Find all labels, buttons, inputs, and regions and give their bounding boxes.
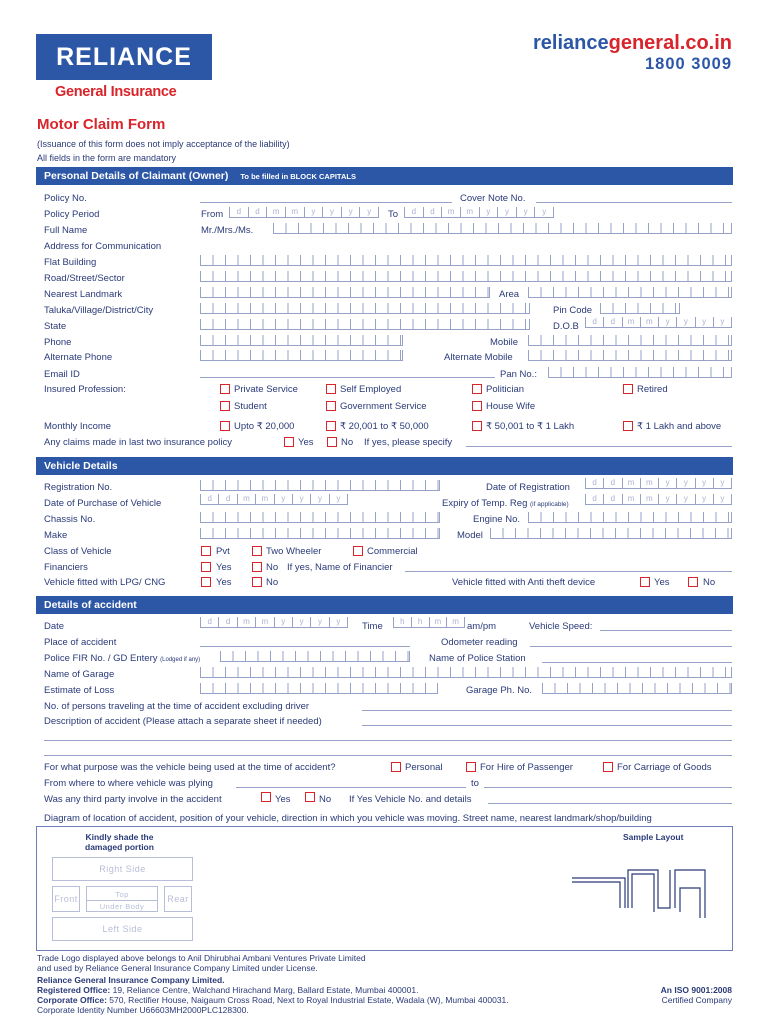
date-placeholder: y	[360, 207, 379, 217]
date-placeholder: y	[323, 207, 342, 217]
note-liability: (Issuance of this form does not imply acceptance of the liability)	[37, 139, 290, 149]
field-engine[interactable]	[528, 512, 732, 523]
field-description-3[interactable]	[44, 755, 732, 756]
date-placeholder: d	[586, 494, 604, 504]
section-vehicle-header: Vehicle Details	[36, 457, 733, 475]
label-chassis: Chassis No.	[44, 514, 96, 525]
option-house-wife: House Wife	[486, 401, 536, 412]
field-policy-from[interactable]	[229, 207, 379, 218]
date-placeholder: y	[311, 494, 329, 504]
field-estimate[interactable]	[200, 683, 438, 694]
option-class-two-wheeler: Two Wheeler	[266, 546, 322, 557]
field-alt-phone[interactable]	[200, 350, 403, 361]
label-place: Place of accident	[44, 637, 117, 648]
checkbox-self-employed[interactable]	[326, 384, 336, 394]
date-placeholder: d	[586, 478, 604, 488]
corporate-office	[37, 995, 509, 1005]
label-garage-phone: Garage Ph. No.	[466, 685, 533, 696]
iso-certification: An ISO 9001:2008	[660, 985, 732, 995]
date-placeholder: y	[677, 317, 695, 327]
date-placeholder: m	[641, 478, 659, 488]
field-taluka[interactable]	[200, 303, 530, 314]
field-phone[interactable]	[200, 335, 403, 346]
label-accident-date: Date	[44, 621, 65, 632]
date-placeholder: m	[256, 494, 274, 504]
temp-reg-text: Expiry of Temp. Reg	[442, 498, 528, 509]
option-retired: Retired	[637, 384, 668, 395]
time-placeholder: m	[430, 617, 448, 627]
label-claims: Any claims made in last two insurance policy	[44, 437, 232, 448]
fir-text: Police FIR No. / GD Entery	[44, 653, 158, 664]
field-policy-to[interactable]	[404, 207, 554, 218]
date-placeholder: m	[623, 317, 641, 327]
label-third-party: Was any third party involve in the accident	[44, 794, 222, 805]
field-mobile[interactable]	[528, 335, 732, 346]
date-placeholder: m	[442, 207, 461, 217]
date-placeholder: y	[498, 207, 517, 217]
checkbox-government-service[interactable]	[326, 401, 336, 411]
field-landmark[interactable]	[200, 287, 490, 298]
field-third-party-details[interactable]	[488, 803, 732, 804]
shade-note	[85, 832, 154, 852]
time-placeholder: h	[394, 617, 412, 627]
date-placeholder: y	[696, 317, 714, 327]
label-garage: Name of Garage	[44, 669, 115, 680]
option-student: Student	[234, 401, 267, 412]
label-diagram: Diagram of location of accident, position of your vehicle, direction in which you vehicle was moving. Street name, nearest landmark/shop/building	[44, 813, 652, 824]
date-placeholder: d	[424, 207, 443, 217]
label-flat: Flat Building	[44, 257, 97, 268]
label-registration-no: Registration No.	[44, 482, 113, 493]
checkbox-purpose-goods[interactable]	[603, 762, 613, 772]
checkbox-student[interactable]	[220, 401, 230, 411]
date-placeholder: d	[586, 317, 604, 327]
checkbox-lpg-yes[interactable]	[201, 577, 211, 587]
checkbox-income-1[interactable]	[220, 421, 230, 431]
car-rear[interactable]: Rear	[164, 886, 192, 912]
date-placeholder: y	[330, 494, 348, 504]
field-road[interactable]	[200, 271, 732, 282]
field-persons[interactable]	[362, 710, 732, 711]
date-placeholder: m	[256, 617, 274, 627]
checkbox-anti-theft-yes[interactable]	[640, 577, 650, 587]
field-chassis[interactable]	[200, 512, 440, 523]
date-placeholder: d	[405, 207, 424, 217]
date-placeholder: y	[659, 478, 677, 488]
label-state: State	[44, 321, 67, 332]
registered-office-label: Registered Office:	[37, 985, 111, 995]
website	[533, 32, 732, 55]
checkbox-claims-no[interactable]	[327, 437, 337, 447]
date-placeholder: y	[714, 494, 732, 504]
label-claims-specify: If yes, please specify	[364, 437, 453, 448]
field-odometer[interactable]	[530, 646, 732, 647]
fir-note: (Lodged if any)	[160, 657, 201, 663]
option-financier-yes: Yes	[216, 562, 232, 573]
date-placeholder: d	[201, 617, 219, 627]
note-mandatory: All fields in the form are mandatory	[37, 153, 177, 163]
checkbox-income-3[interactable]	[472, 421, 482, 431]
checkbox-class-two-wheeler[interactable]	[252, 546, 262, 556]
date-placeholder: y	[696, 494, 714, 504]
label-monthly-income: Monthly Income	[44, 421, 112, 432]
field-accident-date[interactable]	[200, 617, 348, 628]
label-am-pm: am/pm	[467, 621, 497, 632]
field-vehicle-speed[interactable]	[600, 630, 732, 631]
option-lpg-no: No	[266, 577, 279, 588]
checkbox-private-service[interactable]	[220, 384, 230, 394]
trade-logo-note-1: Trade Logo displayed above belongs to Anil Dhirubhai Ambani Ventures Private Limited	[37, 953, 366, 963]
date-placeholder: y	[293, 617, 311, 627]
date-placeholder: y	[535, 207, 554, 217]
field-accident-time[interactable]	[393, 617, 465, 628]
option-anti-theft-no: No	[703, 577, 716, 588]
checkbox-income-2[interactable]	[326, 421, 336, 431]
field-email[interactable]	[200, 377, 495, 378]
certified-company: Certified Company	[661, 995, 732, 1005]
date-placeholder: m	[641, 317, 659, 327]
label-policy-no: Policy No.	[44, 193, 87, 204]
label-phone: Phone	[44, 337, 72, 348]
option-private-service: Private Service	[234, 384, 298, 395]
label-mobile: Mobile	[490, 337, 518, 348]
field-pin[interactable]	[600, 303, 680, 314]
date-placeholder: y	[275, 494, 293, 504]
block-capitals-note: To be filled in BLOCK CAPITALS	[240, 172, 356, 181]
label-pan: Pan No.:	[500, 369, 537, 380]
section-personal-header	[36, 167, 733, 185]
date-placeholder: m	[623, 494, 641, 504]
car-under-body: Under Body	[87, 900, 157, 912]
field-temp-reg-expiry[interactable]	[585, 494, 732, 505]
checkbox-financier-no[interactable]	[252, 562, 262, 572]
field-description-1[interactable]	[362, 725, 732, 726]
field-make[interactable]	[200, 528, 440, 539]
checkbox-financier-yes[interactable]	[201, 562, 211, 572]
checkbox-house-wife[interactable]	[472, 401, 482, 411]
label-address: Address for Communication	[44, 241, 162, 252]
car-front[interactable]: Front	[52, 886, 80, 912]
cin-number: Corporate Identity Number U66603MH2000PLC128300.	[37, 1005, 249, 1015]
label-estimate: Estimate of Loss	[44, 685, 115, 696]
label-dob: D.O.B	[553, 321, 579, 332]
field-registration-no[interactable]	[200, 480, 440, 491]
site-part-2: general.co.in	[608, 32, 732, 54]
option-self-employed: Self Employed	[340, 384, 402, 395]
date-placeholder: y	[305, 207, 324, 217]
field-flat[interactable]	[200, 255, 732, 266]
option-claims-yes: Yes	[298, 437, 314, 448]
option-purpose-goods: For Carriage of Goods	[617, 762, 712, 773]
registered-office	[37, 985, 418, 995]
label-engine: Engine No.	[473, 514, 521, 525]
label-vehicle-class: Class of Vehicle	[44, 546, 112, 557]
date-placeholder: d	[219, 617, 237, 627]
field-policy-no[interactable]	[200, 202, 452, 203]
option-financier-no: No	[266, 562, 279, 573]
label-make: Make	[44, 530, 68, 541]
field-model[interactable]	[490, 528, 732, 539]
corporate-office-address: 570, Rectifier House, Naigaum Cross Road, Next to Royal Industrial Estate, Wadala (W), Mumbai 400031.	[109, 995, 509, 1005]
date-placeholder: y	[659, 317, 677, 327]
option-claims-no: No	[341, 437, 354, 448]
checkbox-class-pvt[interactable]	[201, 546, 211, 556]
checkbox-purpose-hire[interactable]	[466, 762, 476, 772]
date-placeholder: y	[480, 207, 499, 217]
label-full-name: Full Name	[44, 225, 88, 236]
temp-reg-note: (if applicable)	[530, 501, 569, 508]
label-registration-date: Date of Registration	[486, 482, 570, 493]
label-description: Description of accident (Please attach a separate sheet if needed)	[44, 716, 322, 727]
option-class-pvt: Pvt	[216, 546, 230, 557]
site-part-1: reliance	[533, 32, 609, 54]
field-dob[interactable]	[585, 317, 732, 328]
label-financiers: Financiers	[44, 562, 88, 573]
date-placeholder: y	[293, 494, 311, 504]
date-placeholder: m	[461, 207, 480, 217]
date-placeholder: d	[604, 478, 622, 488]
option-lpg-yes: Yes	[216, 577, 232, 588]
label-salutation: Mr./Mrs./Ms.	[201, 225, 254, 236]
date-placeholder: y	[342, 207, 361, 217]
option-third-party-yes: Yes	[275, 794, 291, 805]
date-placeholder: y	[659, 494, 677, 504]
date-placeholder: y	[330, 617, 348, 627]
label-area: Area	[499, 289, 520, 300]
car-right-side[interactable]: Right Side	[52, 857, 193, 881]
date-placeholder: d	[219, 494, 237, 504]
option-class-commercial: Commercial	[367, 546, 418, 557]
label-purpose: For what purpose was the vehicle being used at the time of accident?	[44, 762, 336, 773]
field-place[interactable]	[200, 646, 410, 647]
field-cover-note[interactable]	[536, 202, 732, 203]
label-police-station: Name of Police Station	[429, 653, 526, 664]
label-landmark: Nearest Landmark	[44, 289, 123, 300]
label-road: Road/Street/Sector	[44, 273, 125, 284]
date-placeholder: y	[275, 617, 293, 627]
label-temp-reg	[442, 498, 569, 509]
car-left-side[interactable]: Left Side	[52, 917, 193, 941]
label-lpg-cng: Vehicle fitted with LPG/ CNG	[44, 577, 166, 588]
field-description-2[interactable]	[44, 740, 732, 741]
label-taluka: Taluka/Village/District/City	[44, 305, 154, 316]
option-income-1: Upto ₹ 20,000	[234, 421, 295, 432]
shade-note-line-1: Kindly shade the	[85, 832, 154, 842]
field-financier-name[interactable]	[405, 571, 732, 572]
label-from-to: to	[471, 778, 479, 789]
checkbox-lpg-no[interactable]	[252, 577, 262, 587]
date-placeholder: y	[714, 317, 732, 327]
date-placeholder: m	[267, 207, 286, 217]
sample-layout-sketch	[570, 868, 720, 920]
label-vehicle-speed: Vehicle Speed:	[529, 621, 593, 632]
label-alt-phone: Alternate Phone	[44, 352, 113, 363]
helpline-number: 1800 3009	[645, 55, 732, 73]
checkbox-retired[interactable]	[623, 384, 633, 394]
option-income-2: ₹ 20,001 to ₹ 50,000	[340, 421, 429, 432]
date-placeholder: m	[641, 494, 659, 504]
label-policy-period: Policy Period	[44, 209, 100, 220]
field-from-where[interactable]	[236, 787, 466, 788]
label-third-party-details: If Yes Vehicle No. and details	[349, 794, 472, 805]
date-placeholder: y	[677, 478, 695, 488]
car-top-under-body[interactable]	[86, 886, 158, 912]
date-placeholder: y	[517, 207, 536, 217]
label-to: To	[388, 209, 399, 220]
label-from-where: From where to where vehicle was plying	[44, 778, 213, 789]
date-placeholder: y	[311, 617, 329, 627]
label-profession: Insured Profession:	[44, 384, 126, 395]
label-time: Time	[362, 621, 383, 632]
checkbox-anti-theft-no[interactable]	[688, 577, 698, 587]
field-garage-phone[interactable]	[542, 683, 732, 694]
option-politician: Politician	[486, 384, 525, 395]
label-anti-theft: Vehicle fitted with Anti theft device	[452, 577, 596, 588]
shade-note-line-2: damaged portion	[85, 842, 154, 852]
label-pin: Pin Code	[553, 305, 593, 316]
logo-subtitle: General Insurance	[55, 84, 177, 100]
date-placeholder: d	[201, 494, 219, 504]
reliance-logo: RELIANCE	[36, 34, 212, 80]
option-government-service: Government Service	[340, 401, 427, 412]
sample-layout-label: Sample Layout	[623, 832, 684, 842]
trade-logo-note-2: and used by Reliance General Insurance Company Limited under License.	[37, 963, 318, 973]
checkbox-class-commercial[interactable]	[353, 546, 363, 556]
field-state[interactable]	[200, 319, 530, 330]
option-income-3: ₹ 50,001 to ₹ 1 Lakh	[486, 421, 575, 432]
label-alt-mobile: Alternate Mobile	[444, 352, 513, 363]
checkbox-politician[interactable]	[472, 384, 482, 394]
label-email: Email ID	[44, 369, 80, 380]
field-purchase-date[interactable]	[200, 494, 348, 505]
date-placeholder: m	[238, 494, 256, 504]
field-alt-mobile[interactable]	[528, 350, 732, 361]
time-placeholder: m	[447, 617, 465, 627]
label-purchase-date: Date of Purchase of Vehicle	[44, 498, 162, 509]
checkbox-claims-yes[interactable]	[284, 437, 294, 447]
section-accident-header: Details of accident	[36, 596, 733, 614]
corporate-office-label: Corporate Office:	[37, 995, 107, 1005]
time-placeholder: h	[412, 617, 430, 627]
field-to-where[interactable]	[484, 787, 732, 788]
registered-office-address: 19, Reliance Centre, Walchand Hirachand Marg, Ballard Estate, Mumbai 400001.	[112, 985, 419, 995]
checkbox-third-party-no[interactable]	[305, 792, 315, 802]
field-garage[interactable]	[200, 667, 732, 678]
checkbox-income-4[interactable]	[623, 421, 633, 431]
option-income-4: ₹ 1 Lakh and above	[637, 421, 722, 432]
label-fir	[44, 653, 200, 664]
field-fir[interactable]	[220, 651, 410, 662]
field-police-station[interactable]	[542, 662, 732, 663]
company-name: Reliance General Insurance Company Limited.	[37, 975, 225, 985]
option-purpose-hire: For Hire of Passenger	[480, 762, 573, 773]
label-from: From	[201, 209, 224, 220]
field-area[interactable]	[528, 287, 732, 298]
car-top: Top	[115, 890, 129, 899]
date-placeholder: d	[604, 494, 622, 504]
section-personal-title: Personal Details of Claimant (Owner)	[44, 170, 229, 182]
field-pan[interactable]	[548, 367, 732, 378]
date-placeholder: m	[286, 207, 305, 217]
date-placeholder: d	[230, 207, 249, 217]
checkbox-purpose-personal[interactable]	[391, 762, 401, 772]
field-claims-specify[interactable]	[466, 446, 732, 447]
label-financier-name: If yes, Name of Financier	[287, 562, 393, 573]
date-placeholder: y	[696, 478, 714, 488]
date-placeholder: d	[249, 207, 268, 217]
field-full-name[interactable]	[273, 223, 732, 234]
form-title: Motor Claim Form	[37, 116, 166, 133]
date-placeholder: y	[714, 478, 732, 488]
field-registration-date[interactable]	[585, 478, 732, 489]
date-placeholder: m	[623, 478, 641, 488]
option-purpose-personal: Personal	[405, 762, 443, 773]
label-model: Model	[457, 530, 483, 541]
label-odometer: Odometer reading	[441, 637, 518, 648]
option-anti-theft-yes: Yes	[654, 577, 670, 588]
date-placeholder: y	[677, 494, 695, 504]
label-persons: No. of persons traveling at the time of accident excluding driver	[44, 701, 310, 712]
checkbox-third-party-yes[interactable]	[261, 792, 271, 802]
label-cover-note: Cover Note No.	[460, 193, 526, 204]
date-placeholder: d	[604, 317, 622, 327]
option-third-party-no: No	[319, 794, 332, 805]
date-placeholder: m	[238, 617, 256, 627]
